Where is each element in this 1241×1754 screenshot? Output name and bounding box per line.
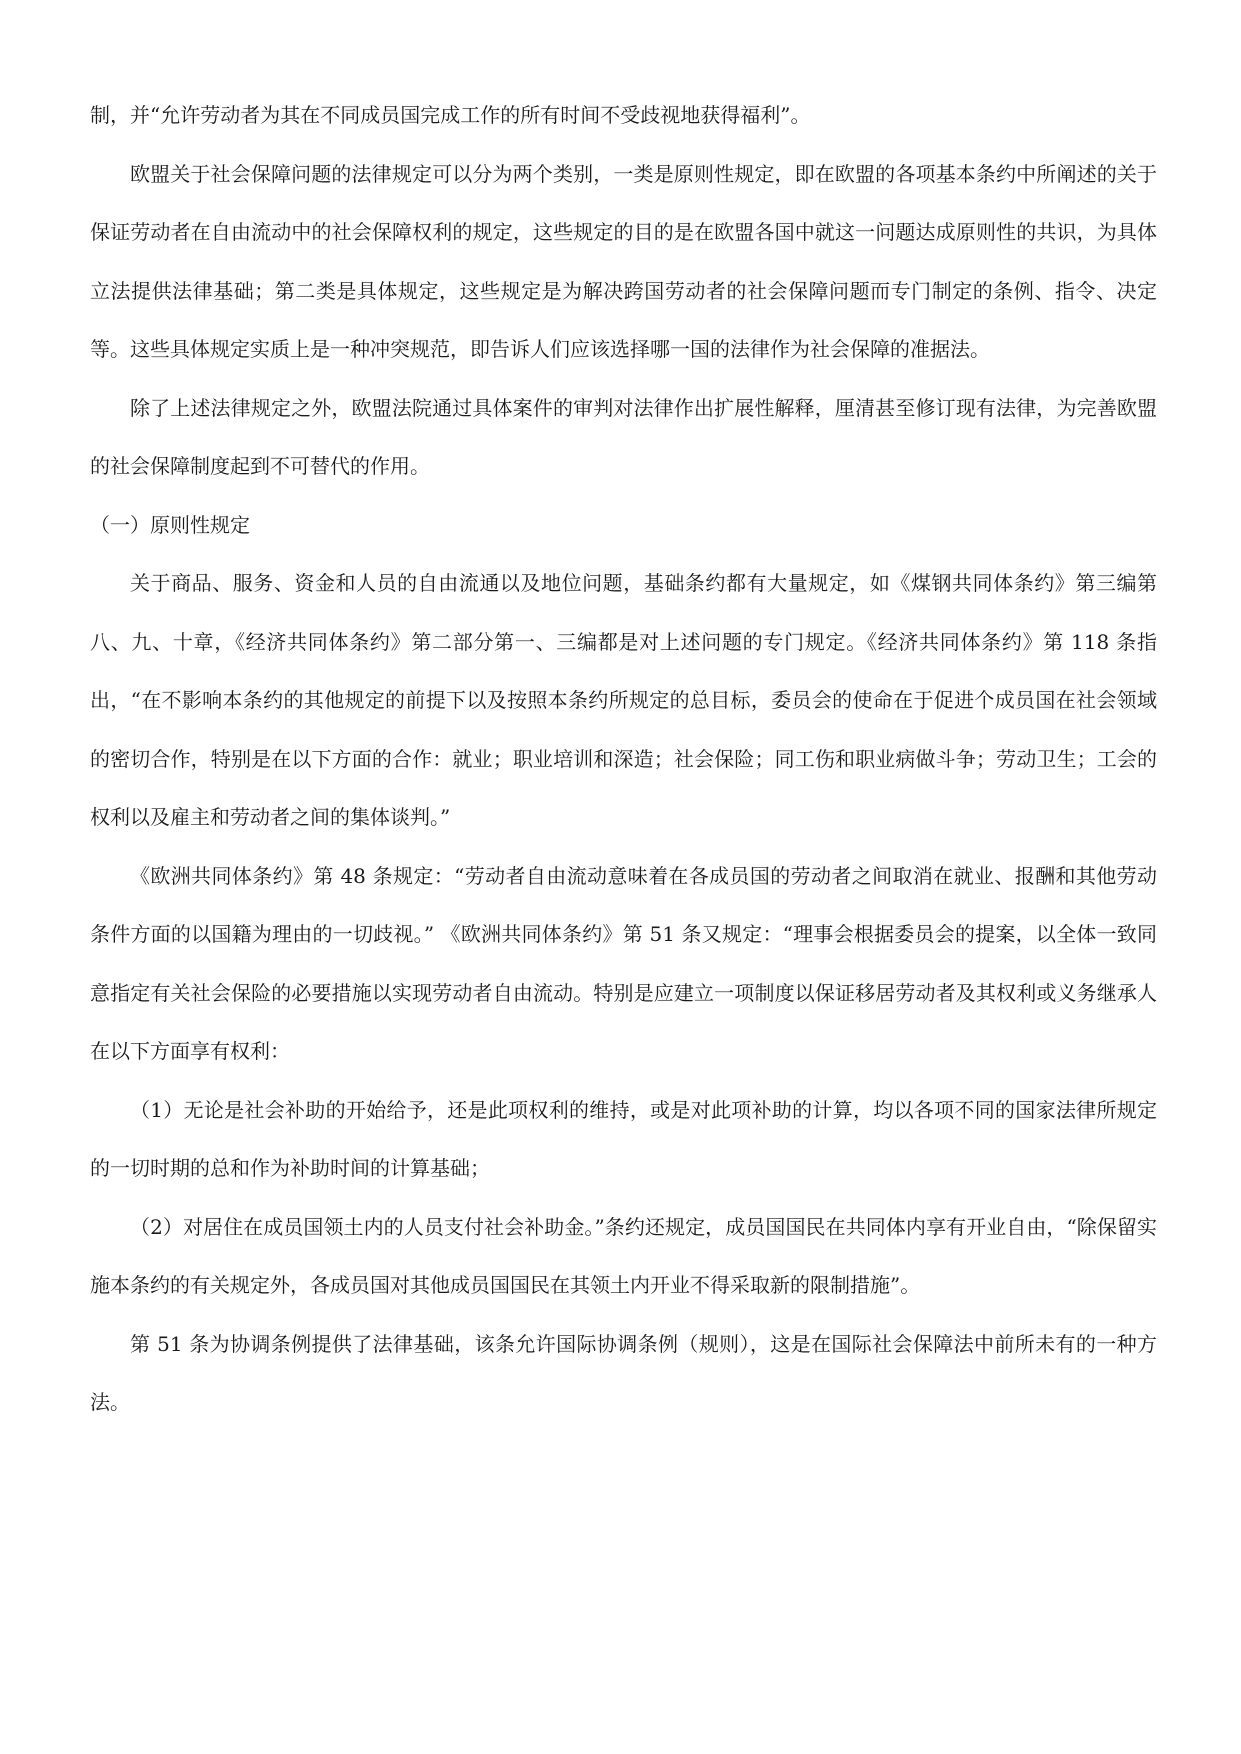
paragraph-continuation: 制，并“允许劳动者为其在不同成员国完成工作的所有时间不受歧视地获得福利”。 xyxy=(90,103,811,127)
paragraph-legal-categories: 欧盟关于社会保障问题的法律规定可以分为两个类别，一类是原则性规定，即在欧盟的各项基本条约中所阐述的关于保证劳动者在自由流动中的社会保障权利的规定，这些规定的目的是在欧盟各国中就这一问题达成原则性的共识，为具体立法提供法律基础；第二类是具体规定，这些规定是为解决跨国劳动者的社会保障问题而专门制定的条例、指令、决定等。这些具体规定实质上是一种冲突规范，即告诉人们应该选择哪一国的法律作为社会保障的准据法。 xyxy=(90,161,1157,361)
paragraph-eu-court: 除了上述法律规定之外，欧盟法院通过具体案件的审判对法律作出扩展性解释，厘清甚至修订现有法律，为完善欧盟的社会保障制度起到不可替代的作用。 xyxy=(90,395,1157,478)
list-item-2: （2）对居住在成员国领土内的人员支付社会补助金。”条约还规定，成员国国民在共同体内享有开业自由，“除保留实施本条约的有关规定外，各成员国对其他成员国国民在其领土内开业不得采取新的限制措施”。 xyxy=(90,1214,1157,1297)
section-heading: （一）原则性规定 xyxy=(90,512,250,537)
paragraph-article-48-51: 《欧洲共同体条约》第 48 条规定：“劳动者自由流动意味着在各成员国的劳动者之间取消在就业、报酬和其他劳动条件方面的以国籍为理由的一切歧视。” 《欧洲共同体条约》第 51 条又规定：“理事会根据委员会的提案，以全体一致同意指定有关社会保险的必要措施以实现劳动者自由流动。特别是应建立一项制度以保证移居劳动者及其权利或义务继承人在以下方面享有权利： xyxy=(90,863,1157,1063)
document-body xyxy=(90,86,1157,1432)
list-item-1: （1）无论是社会补助的开始给予，还是此项权利的维持，或是对此项补助的计算，均以各项不同的国家法律所规定的一切时期的总和作为补助时间的计算基础； xyxy=(90,1097,1157,1180)
paragraph-treaty-provisions: 关于商品、服务、资金和人员的自由流通以及地位问题，基础条约都有大量规定，如《煤钢共同体条约》第三编第八、九、十章，《经济共同体条约》第二部分第一、三编都是对上述问题的专门规定。《经济共同体条约》第 118 条指出，“在不影响本条约的其他规定的前提下以及按照本条约所规定的总目标，委员会的使命在于促进个成员国在社会领域的密切合作，特别是在以下方面的合作：就业；职业培训和深造；社会保险；同工伤和职业病做斗争；劳动卫生；工会的权利以及雇主和劳动者之间的集体谈判。” xyxy=(90,571,1157,829)
paragraph-article-51-basis: 第 51 条为协调条例提供了法律基础，该条允许国际协调条例（规则），这是在国际社会保障法中前所未有的一种方法。 xyxy=(90,1331,1157,1414)
